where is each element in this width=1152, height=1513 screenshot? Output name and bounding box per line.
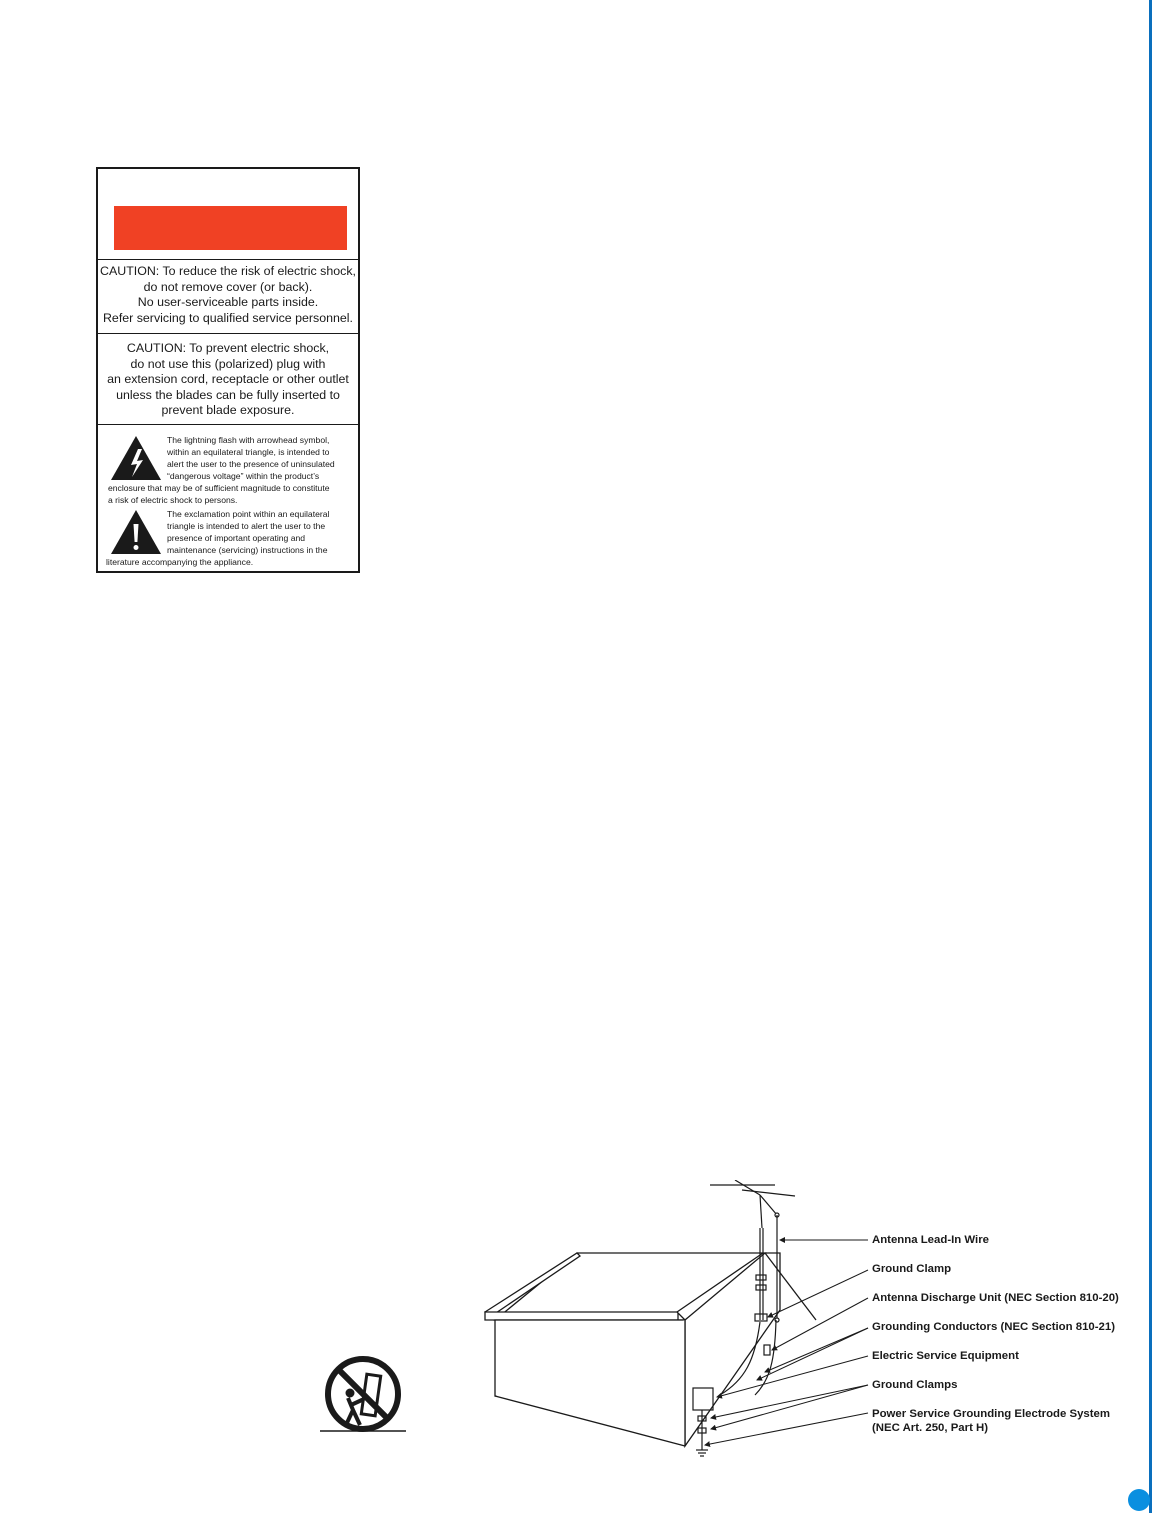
explanation-line: literature accompanying the appliance. — [106, 556, 254, 567]
explanation-line: The lightning flash with arrowhead symbol, — [167, 435, 330, 445]
caution-box — [96, 167, 360, 573]
explanation-line: within an equilateral triangle, is intended to — [167, 446, 330, 457]
label-ground-clamps: Ground Clamps — [872, 1379, 958, 1391]
page-marker-dot — [1128, 1489, 1150, 1511]
label-power-service-grounding: Power Service Grounding Electrode System — [872, 1408, 1111, 1420]
label-electric-service-equipment: Electric Service Equipment — [872, 1350, 1019, 1362]
caution-line: No user-serviceable parts inside. — [137, 295, 319, 309]
caution-line: an extension cord, receptacle or other outlet — [107, 372, 349, 386]
exclamation-explanation — [167, 509, 329, 557]
caution-line: CAUTION: To reduce the risk of electric shock, — [100, 264, 356, 278]
lightning-explanation — [167, 435, 335, 483]
lightning-triangle-icon — [110, 435, 162, 481]
caution-header — [98, 169, 358, 260]
caution-cover-warning — [98, 260, 358, 334]
lightning-explanation-cont — [108, 483, 330, 507]
explanation-line: “dangerous voltage” within the product’s — [167, 470, 320, 481]
cart-tipover-warning-icon — [320, 1355, 406, 1435]
explanation-line: enclosure that may be of sufficient magnitude to constitute — [108, 482, 330, 493]
caution-line: prevent blade exposure. — [161, 403, 295, 417]
label-nec-art-250: (NEC Art. 250, Part H) — [872, 1422, 989, 1434]
caution-line: CAUTION: To prevent electric shock, — [126, 341, 330, 355]
exclamation-triangle-icon — [110, 509, 162, 555]
label-ground-clamp: Ground Clamp — [872, 1263, 952, 1275]
antenna-grounding-diagram — [480, 1180, 825, 1465]
explanation-line: alert the user to the presence of uninsulated — [167, 458, 335, 469]
caution-line: do not use this (polarized) plug with — [130, 356, 326, 371]
caution-line: unless the blades can be fully inserted to — [116, 387, 340, 402]
caution-plug-warning — [98, 334, 358, 425]
explanation-line: a risk of electric shock to persons. — [108, 494, 238, 505]
symbol-explanations — [98, 425, 358, 572]
label-grounding-conductors: Grounding Conductors (NEC Section 810-21) — [872, 1321, 1116, 1333]
caution-line: Refer servicing to qualified service personnel. — [102, 310, 353, 325]
exclamation-explanation-cont — [106, 557, 253, 569]
explanation-line: triangle is intended to alert the user to the — [167, 520, 326, 531]
explanation-line: maintenance (servicing) instructions in the — [167, 544, 328, 555]
label-antenna-discharge-unit: Antenna Discharge Unit (NEC Section 810-20) — [872, 1292, 1119, 1304]
caution-line: do not remove cover (or back). — [143, 279, 313, 294]
label-antenna-lead-in-wire: Antenna Lead-In Wire — [872, 1234, 989, 1246]
explanation-line: presence of important operating and — [167, 532, 306, 543]
caution-banner — [114, 206, 347, 250]
explanation-line: The exclamation point within an equilateral — [167, 509, 330, 519]
